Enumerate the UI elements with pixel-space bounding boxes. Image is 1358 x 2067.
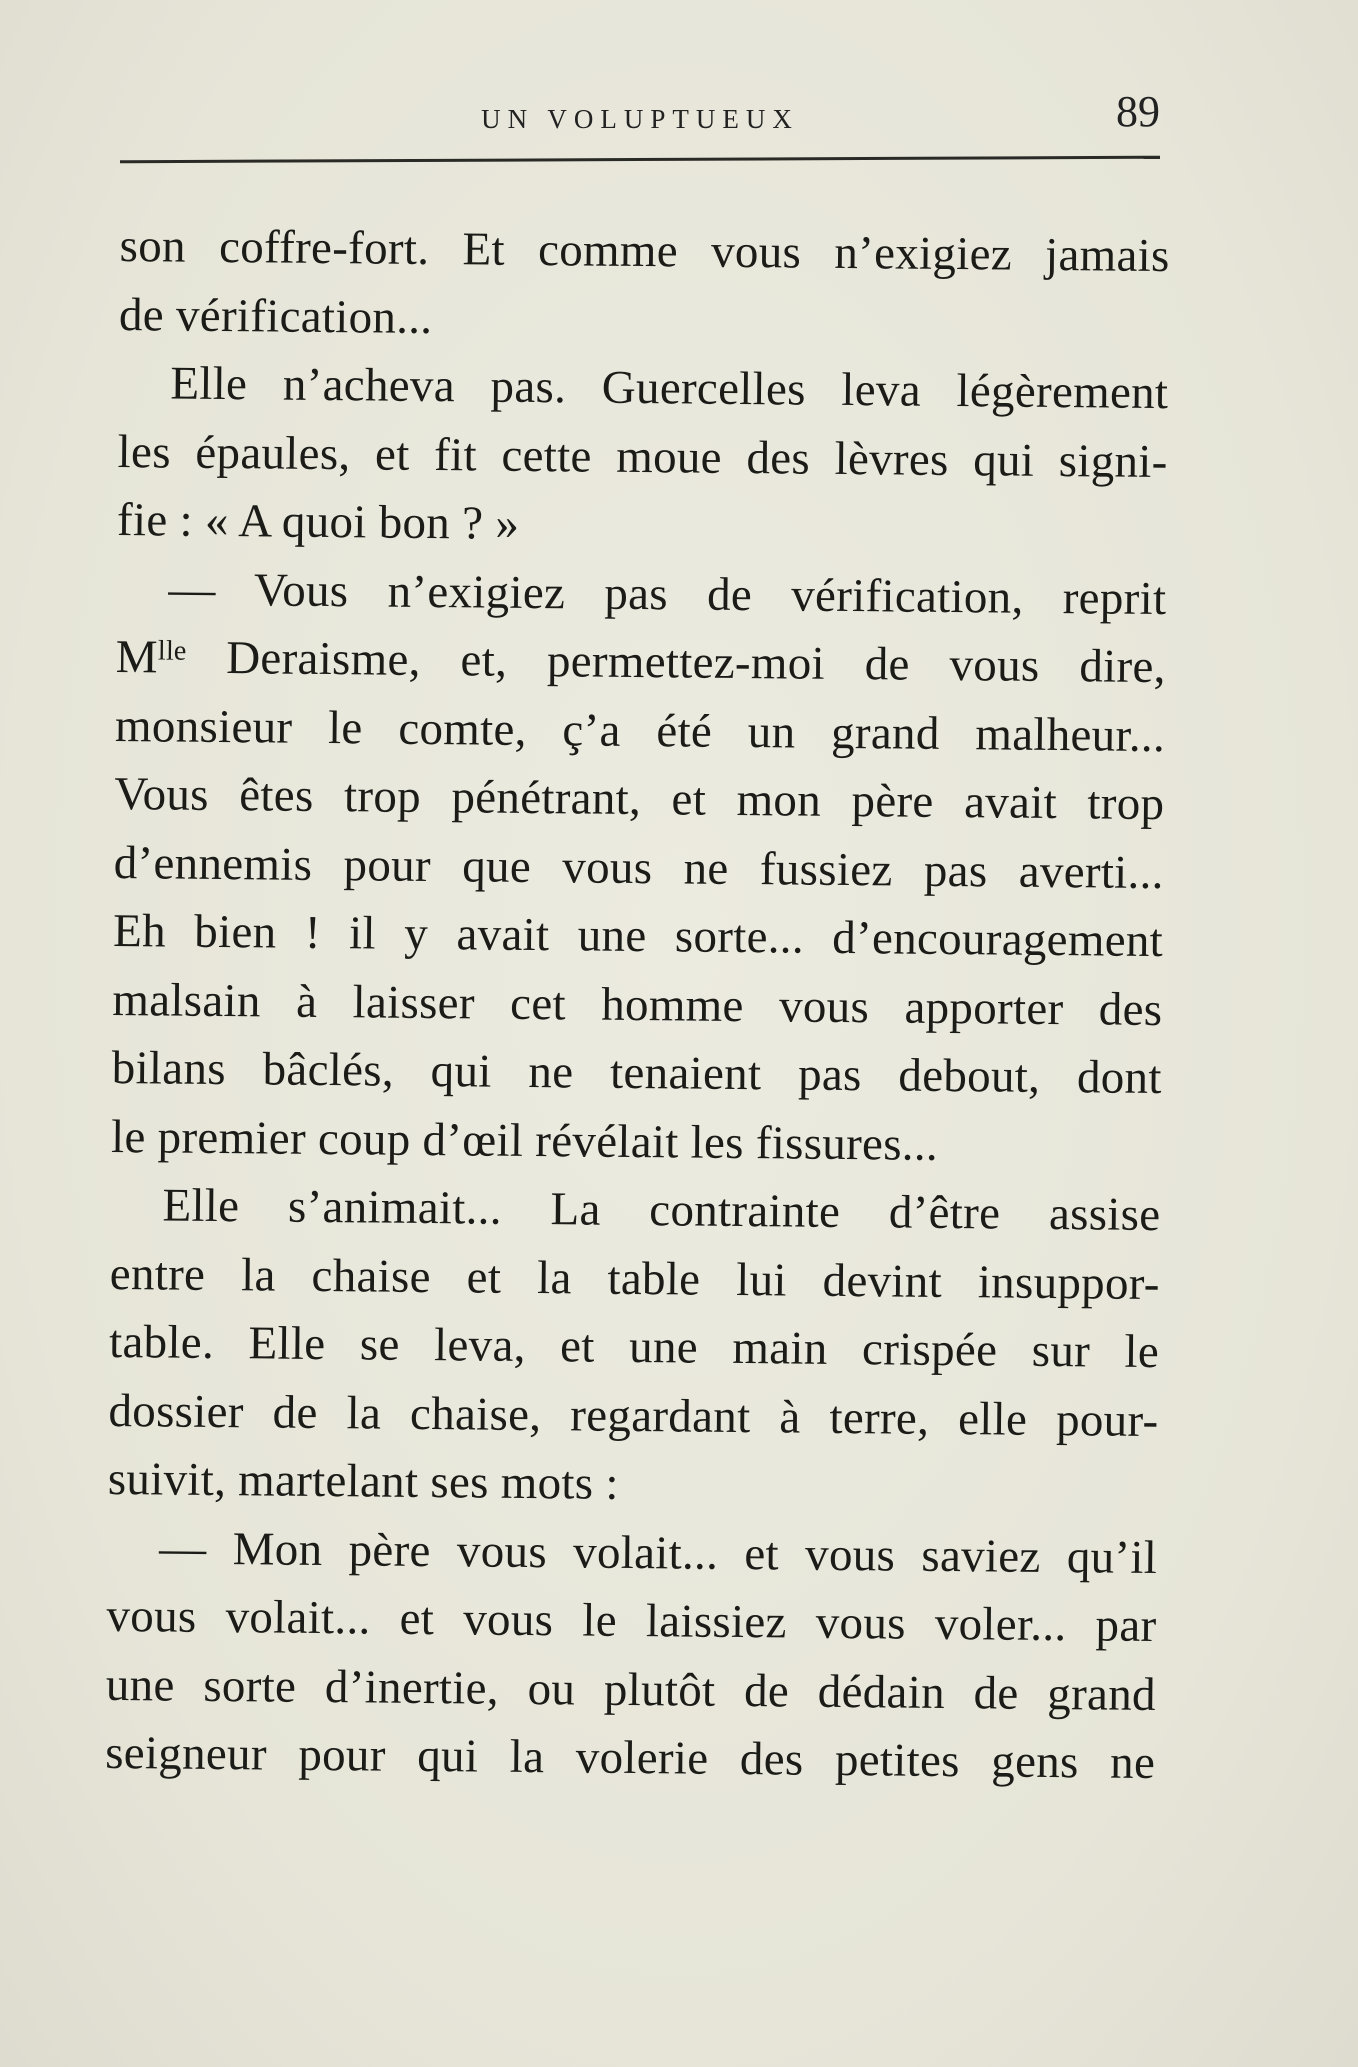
text-line: vous volait... et vous le laissiez vous voler... par xyxy=(106,1589,1157,1653)
text-line: de vérification... xyxy=(118,288,433,344)
body-text xyxy=(105,212,1170,1798)
text-line: d’ennemis pour que vous ne fussiez pas averti... xyxy=(113,836,1164,899)
text-line: les épaules, et fit cette moue des lèvres qui signi- xyxy=(117,425,1168,488)
text-line: Eh bien ! il y avait une sorte... d’encouragement xyxy=(112,904,1164,968)
running-title: UN VOLUPTUEUX xyxy=(481,104,799,134)
text-line: entre la chaise et la table lui devint insuppor- xyxy=(109,1247,1161,1310)
text-line: dossier de la chaise, regardant à terre, elle pour- xyxy=(108,1384,1159,1447)
text-line: — Vous n’exigiez pas de vérification, reprit xyxy=(168,562,1167,625)
page-number: 89 xyxy=(1116,87,1160,136)
text-line: Mˡˡᵉ Deraisme, et, permettez-moi de vous dire, xyxy=(115,630,1166,694)
text-line: Elle s’animait... La contrainte d’être assise xyxy=(162,1179,1161,1242)
text-line: suivit, martelant ses mots : xyxy=(107,1452,620,1510)
text-line: fie : « A quoi bon ? » xyxy=(116,493,520,550)
text-line: une sorte d’inertie, ou plutôt de dédain de grand xyxy=(105,1658,1157,1721)
text-line: — Mon père vous volait... et vous saviez qu’il xyxy=(158,1521,1158,1584)
header-rule xyxy=(120,156,1160,164)
text-line: malsain à laisser cet homme vous apporter des xyxy=(112,973,1163,1036)
text-line: Elle n’acheva pas. Guercelles leva légèrement xyxy=(170,357,1169,420)
text-line: seigneur pour qui la volerie des petites gens ne xyxy=(104,1726,1156,1790)
text-line: son coffre-fort. Et comme vous n’exigiez jamais xyxy=(119,219,1170,283)
text-line: table. Elle se leva, et une main crispée sur le xyxy=(108,1315,1160,1379)
text-line: bilans bâclés, qui ne tenaient pas debout, dont xyxy=(111,1041,1162,1105)
text-line: monsieur le comte, ç’a été un grand malheur... xyxy=(114,699,1166,762)
text-line: le premier coup d’œil révélait les fissures... xyxy=(110,1110,939,1171)
text-line: Vous êtes trop pénétrant, et mon père avait trop xyxy=(114,767,1165,831)
running-head xyxy=(120,87,1160,148)
